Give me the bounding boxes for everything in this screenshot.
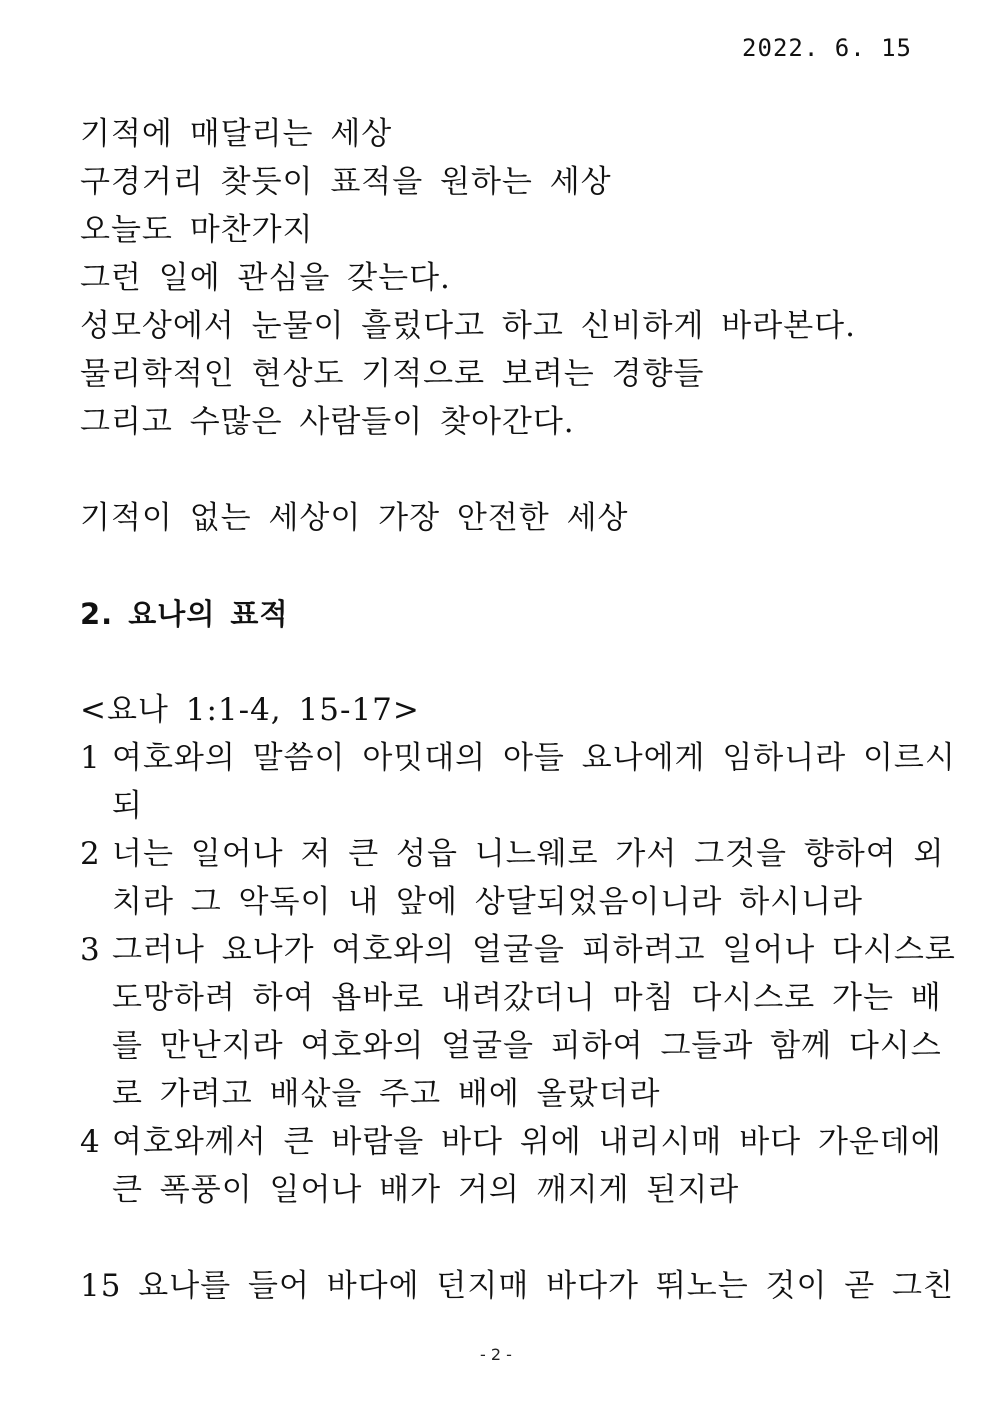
verse-number: 2	[80, 836, 101, 872]
paragraph-spacer	[80, 542, 910, 590]
verse-line: 치라 그 악독이 내 앞에 상달되었음이니라 하시니라	[112, 884, 863, 920]
verse-item	[80, 926, 956, 1118]
verse-line: 그러나 요나가 여호와의 얼굴을 피하려고 일어나 다시스로	[112, 932, 956, 968]
verse-number: 4	[80, 1124, 101, 1160]
paragraph-spacer	[80, 446, 910, 494]
verse-item	[80, 830, 945, 926]
verse-line: 되	[112, 788, 143, 824]
verse-15-line: 15 요나를 들어 바다에 던지매 바다가 뛰노는 것이 곧 그친	[80, 1268, 954, 1304]
verse-number: 3	[80, 932, 101, 968]
body-line: 오늘도 마찬가지	[80, 212, 314, 248]
verse-line: 로 가려고 배삯을 주고 배에 올랐더라	[112, 1076, 661, 1112]
verse-text	[112, 1118, 942, 1214]
verse-item	[80, 734, 956, 830]
body-line: 구경거리 찾듯이 표적을 원하는 세상	[80, 164, 612, 200]
page-number: - 2 -	[480, 1345, 512, 1364]
verse-line: 너는 일어나 저 큰 성읍 니느웨로 가서 그것을 향하여 외	[112, 836, 945, 872]
verse-text	[112, 830, 945, 926]
verse-line: 여호와께서 큰 바람을 바다 위에 내리시매 바다 가운데에	[112, 1124, 942, 1160]
paragraph-spacer	[80, 638, 910, 686]
paragraph-spacer	[80, 1214, 910, 1262]
verse-line: 큰 폭풍이 일어나 배가 거의 깨지게 된지라	[112, 1172, 740, 1208]
verse-line: 도망하려 하여 욥바로 내려갔더니 마침 다시스로 가는 배	[112, 980, 942, 1016]
body-line: 그런 일에 관심을 갖는다.	[80, 260, 451, 296]
body-line: 물리학적인 현상도 기적으로 보려는 경향들	[80, 356, 705, 392]
verse-item	[80, 1118, 942, 1214]
verse-line: 여호와의 말씀이 아밋대의 아들 요나에게 임하니라 이르시	[112, 740, 956, 776]
verse-text	[112, 734, 956, 830]
body-line: 그리고 수많은 사람들이 찾아간다.	[80, 404, 575, 440]
verse-line: 를 만난지라 여호와의 얼굴을 피하여 그들과 함께 다시스	[112, 1028, 942, 1064]
body-line: 기적에 매달리는 세상	[80, 116, 393, 152]
verse-text	[112, 926, 956, 1118]
document-date: 2022. 6. 15	[742, 34, 912, 62]
document-body	[80, 110, 956, 1310]
section-heading: 2. 요나의 표적	[80, 597, 289, 631]
verse-number: 1	[80, 740, 101, 776]
body-line: 기적이 없는 세상이 가장 안전한 세상	[80, 500, 629, 536]
body-line: 성모상에서 눈물이 흘렀다고 하고 신비하게 바라본다.	[80, 308, 856, 344]
scripture-reference: <요나 1:1-4, 15-17>	[80, 692, 420, 728]
